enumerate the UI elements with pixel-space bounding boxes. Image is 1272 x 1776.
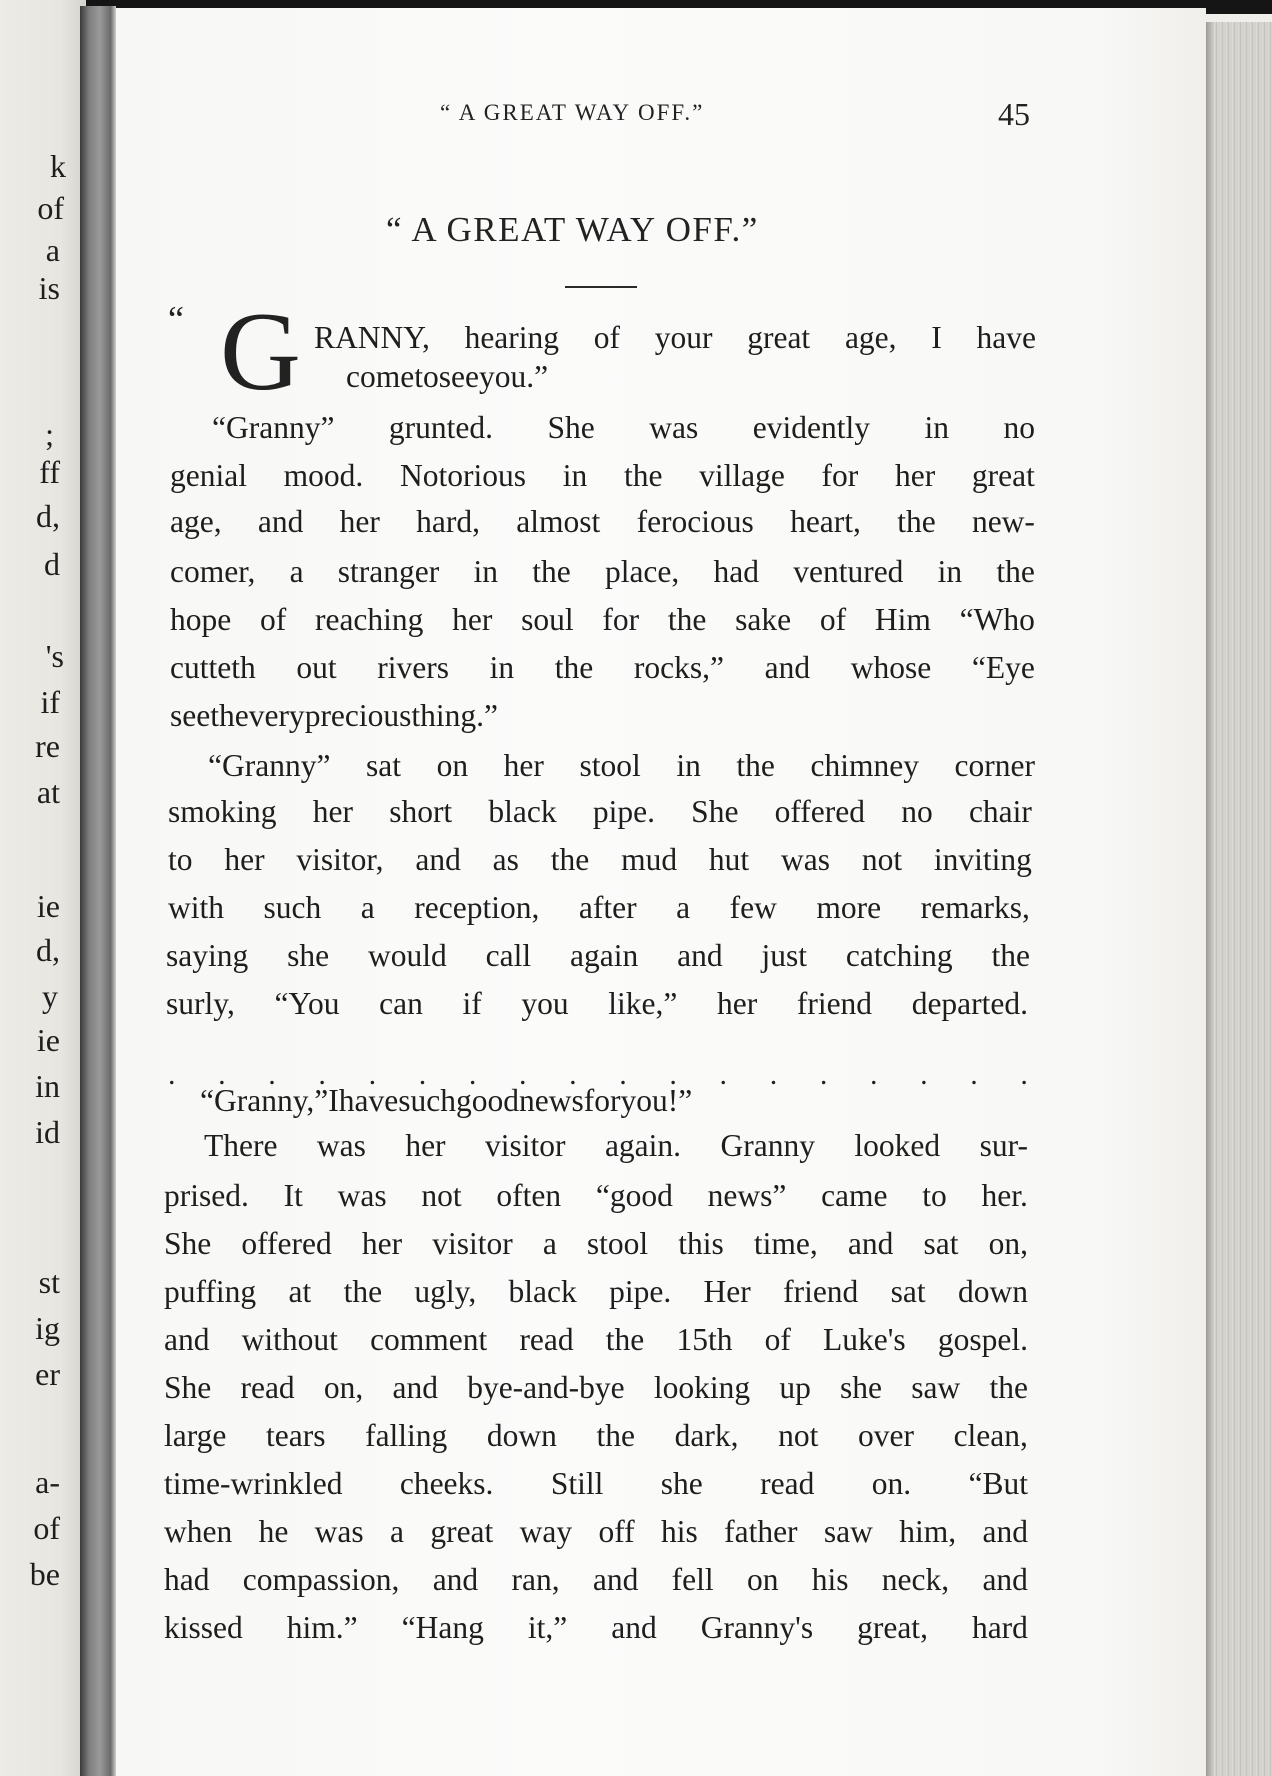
text-line: saying she would call again and just catching the — [166, 938, 1030, 973]
text-line: She read on, and bye-and-bye looking up she saw the — [164, 1370, 1028, 1405]
facing-page-fragment: ie — [36, 1022, 60, 1058]
text-line: puffing at the ugly, black pipe. Her friend sat down — [164, 1274, 1028, 1309]
facing-page-fragment: d — [44, 546, 60, 582]
facing-page-fragment: at — [36, 774, 60, 810]
facing-page-fragment: of — [37, 190, 64, 226]
facing-page-fragment: er — [35, 1356, 60, 1392]
text-line: age, and her hard, almost ferocious heart, the new- — [170, 504, 1035, 539]
page-number: 45 — [998, 96, 1030, 132]
text-line: come to see you.” — [346, 359, 549, 394]
facing-page-fragment: y — [42, 978, 58, 1014]
facing-page-fragment: st — [38, 1264, 60, 1300]
facing-page-fragment: ; — [45, 416, 54, 452]
text-line: prised. It was not often “good news” came to her. — [164, 1178, 1028, 1213]
facing-page-fragment: ie — [36, 888, 60, 924]
text-line: She offered her visitor a stool this time, and sat on, — [164, 1226, 1028, 1261]
facing-page-fragment: be — [29, 1556, 60, 1592]
text-line: kissed him.” “Hang it,” and Granny's great, hard — [164, 1610, 1028, 1645]
text-line: “Granny,” I have such good news for you!” — [200, 1083, 693, 1118]
text-line: seeth every precious thing.” — [170, 698, 499, 733]
text-line: large tears falling down the dark, not over clean, — [164, 1418, 1028, 1453]
facing-page-fragment: ig — [35, 1310, 60, 1346]
facing-page-fragment: is — [38, 270, 60, 306]
facing-page-fragment: in — [35, 1068, 60, 1104]
text-line: time-wrinkled cheeks. Still she read on. “But — [164, 1466, 1028, 1501]
text-line: cutteth out rivers in the rocks,” and whose “Eye — [170, 650, 1035, 685]
text-line: RANNY, hearing of your great age, I have — [314, 320, 1036, 355]
text-line: and without comment read the 15th of Luke's gospel. — [164, 1322, 1028, 1357]
facing-page-fragment: a — [45, 232, 60, 268]
facing-page-fragment: k — [50, 148, 66, 184]
text-line: comer, a stranger in the place, had ventured in the — [170, 554, 1035, 589]
facing-page-left — [0, 0, 86, 1776]
text-line: hope of reaching her soul for the sake of Him “Who — [170, 602, 1035, 637]
title-rule — [565, 286, 637, 288]
facing-page-fragment: of — [33, 1510, 60, 1546]
text-line: surly, “You can if you like,” her friend departed. — [166, 986, 1028, 1021]
text-line: “Granny” grunted. She was evidently in no — [212, 410, 1035, 445]
facing-page-fragment: 's — [45, 638, 64, 674]
text-line: There was her visitor again. Granny looked sur- — [204, 1128, 1028, 1163]
running-head: “ A GREAT WAY OFF.” — [440, 100, 705, 125]
section-break-dots: . . . . . . . . . . . . . . . . . . — [168, 1058, 1028, 1091]
facing-page-fragment: re — [35, 728, 60, 764]
book-gutter — [80, 6, 116, 1776]
chapter-title: “ A GREAT WAY OFF.” — [386, 210, 759, 249]
page-edges-stack — [1206, 22, 1272, 1776]
facing-page-fragment: d, — [36, 498, 60, 534]
text-line: had compassion, and ran, and fell on his neck, and — [164, 1562, 1028, 1597]
text-line: with such a reception, after a few more remarks, — [168, 890, 1030, 925]
text-line: “Granny” sat on her stool in the chimney corner — [208, 748, 1035, 783]
text-line: genial mood. Notorious in the village for her great — [170, 458, 1035, 493]
facing-page-fragment: a- — [35, 1464, 60, 1500]
facing-page-fragment: if — [40, 684, 60, 720]
text-line: when he was a great way off his father saw him, and — [164, 1514, 1028, 1549]
facing-page-fragment: ff — [39, 454, 60, 490]
drop-cap-quote: “ — [168, 299, 184, 339]
text-line: to her visitor, and as the mud hut was not inviting — [168, 842, 1032, 877]
facing-page-fragment: d, — [36, 932, 60, 968]
facing-page-fragment: id — [35, 1114, 60, 1150]
drop-cap: G — [220, 290, 301, 414]
text-line: smoking her short black pipe. She offered no chair — [168, 794, 1032, 829]
